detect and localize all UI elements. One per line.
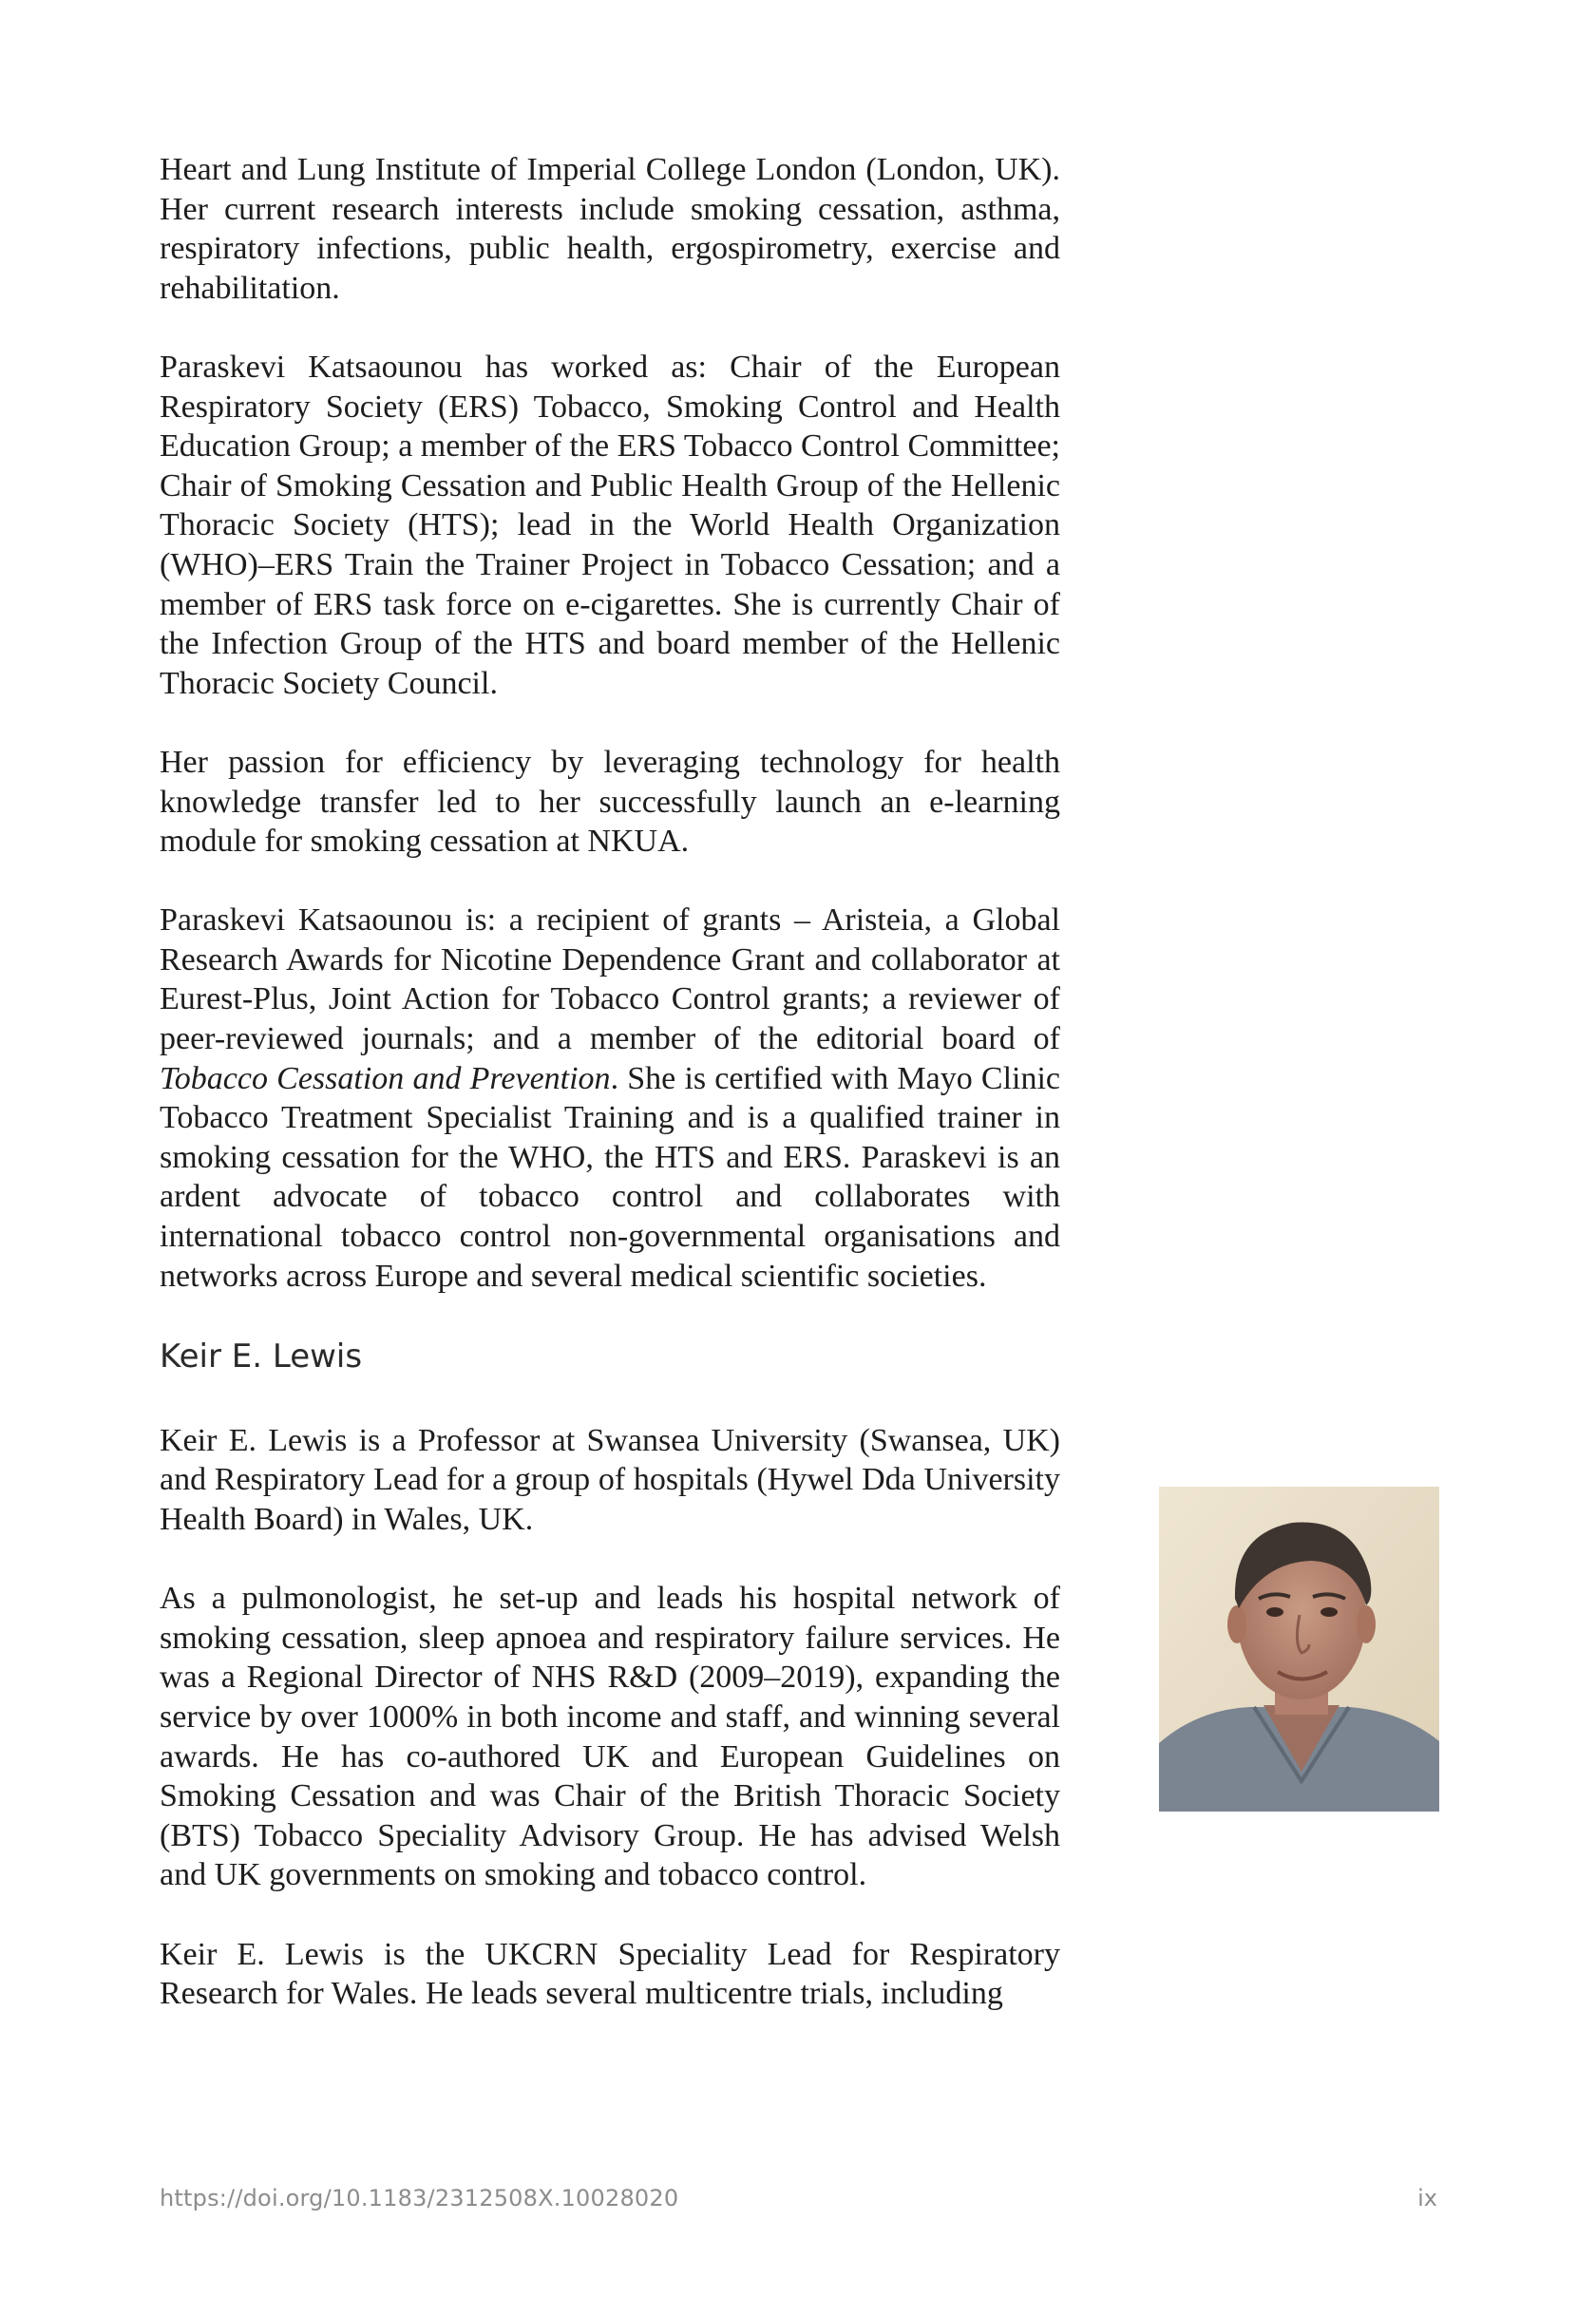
bio-paragraph-grants: [160, 901, 1060, 1296]
grants-text-end: . She is certified with Mayo Clinic Tobacco Treatment Specialist Training and is a qualified trainer in smoking cessation for the WHO, the HTS and ERS. Paraskevi is an ardent advocate of tobacco control and collaborates with international tobacco control non-governmental organisations and networks across Europe and several medical scientific societies.: [160, 1060, 1060, 1294]
bio-paragraph-roles: Paraskevi Katsaounou has worked as: Chair of the European Respiratory Society (ERS) Tobacco, Smoking Control and Health Education Group; a member of the ERS Tobacco Control Committee; Chair of Smoking Cessation and Public Health Group of the Hellenic Thoracic Society (HTS); lead in the World Health Organization (WHO)–ERS Train the Trainer Project in Tobacco Cessation; and a member of ERS task force on e-cigarettes. She is currently Chair of the Infection Group of the HTS and board member of the Hellenic Thoracic Society Council.: [160, 349, 1060, 701]
text-column: [160, 150, 1060, 2053]
grants-text-start: Paraskevi Katsaounou is: a recipient of grants – Aristeia, a Global Research Awards for Nicotine Dependence Grant and collaborator at Eurest-Plus, Joint Action for Tobacco Control grants; a reviewer of peer-reviewed journals; and a member of the editorial board of: [160, 902, 1060, 1057]
bio-paragraph-ukcrn: Keir E. Lewis is the UKCRN Speciality Lead for Respiratory Research for Wales. He leads several multicentre trials, including: [160, 1936, 1060, 2012]
author-name-heading: Keir E. Lewis: [160, 1337, 363, 1376]
journal-title: Tobacco Cessation and Prevention: [160, 1060, 611, 1096]
bio-paragraph-research: Heart and Lung Institute of Imperial College London (London, UK). Her current research interests include smoking cessation, asthma, respiratory infections, public health, ergospirometry, exercise and rehabilitation.: [160, 152, 1060, 306]
bio-paragraph-elearning: Her passion for efficiency by leveraging technology for health knowledge transfer led to her successfully launch an e-learning module for smoking cessation at NKUA.: [160, 744, 1060, 860]
bio-paragraph-position: Keir E. Lewis is a Professor at Swansea University (Swansea, UK) and Respiratory Lead for a group of hospitals (Hywel Dda University Health Board) in Wales, UK.: [160, 1422, 1060, 1537]
doi-link[interactable]: https://doi.org/10.1183/2312508X.10028020: [160, 2185, 679, 2211]
author-portrait-photo: [1159, 1487, 1439, 1812]
portrait-illustration: [1159, 1487, 1439, 1812]
page-number: ix: [1417, 2185, 1437, 2211]
bio-paragraph-pulmonology: As a pulmonologist, he set-up and leads his hospital network of smoking cessation, sleep apnoea and respiratory failure services. He was a Regional Director of NHS R&D (2009–2019), expanding the service by over 1000% in both income and staff, and winning several awards. He has co-authored UK and European Guidelines on Smoking Cessation and was Chair of the British Thoracic Society (BTS) Tobacco Speciality Advisory Group. He has advised Welsh and UK governments on smoking and tobacco control.: [160, 1581, 1060, 1893]
